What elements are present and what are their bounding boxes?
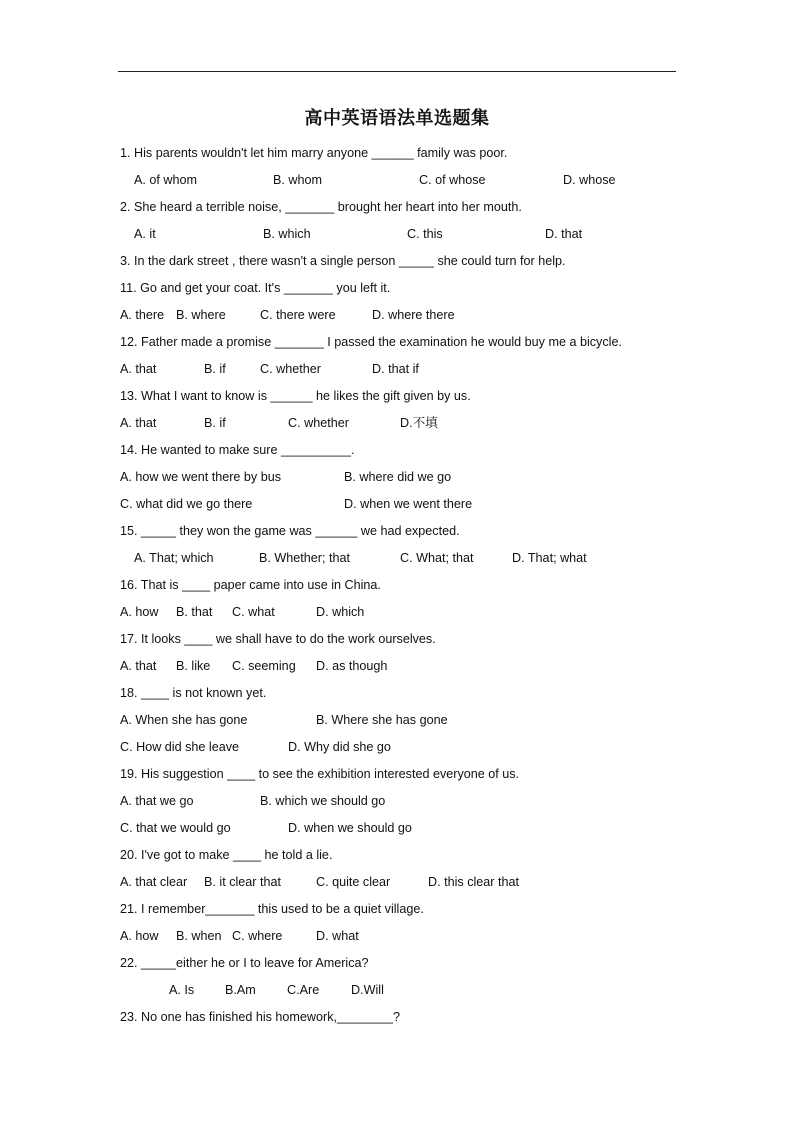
option-item: D. when we went there <box>344 497 473 511</box>
option-item: D. which <box>316 605 365 619</box>
question-text <box>0 575 794 595</box>
option-item: D. That; what <box>512 551 587 565</box>
option-item: D. when we should go <box>288 821 412 835</box>
answer-options <box>0 926 794 946</box>
option-item: D. that <box>545 227 583 241</box>
option-item: B. where <box>176 308 226 322</box>
question-text <box>0 332 794 352</box>
option-item: D. Why did she go <box>288 740 391 754</box>
question-line: 1. His parents wouldn't let him marry anyone ______ family was poor. <box>120 146 508 160</box>
question-line: 17. It looks ____ we shall have to do the work ourselves. <box>120 632 436 646</box>
option-item: A. it <box>134 227 156 241</box>
question-line: 20. I've got to make ____ he told a lie. <box>120 848 333 862</box>
question-line: 23. No one has finished his homework,________? <box>120 1010 401 1024</box>
question-text <box>0 845 794 865</box>
option-item: A. Is <box>169 983 195 997</box>
option-item: C. whether <box>288 416 349 430</box>
option-item: D.不填 <box>400 416 438 430</box>
question-text <box>0 386 794 406</box>
question-text <box>0 683 794 703</box>
option-item: C. quite clear <box>316 875 391 889</box>
answer-options <box>0 413 794 433</box>
option-item: A. that we go <box>120 794 194 808</box>
option-item: C.Are <box>287 983 320 997</box>
answer-options <box>0 710 794 730</box>
option-item: C. where <box>232 929 283 943</box>
answer-options <box>0 467 794 487</box>
answer-options <box>0 872 794 892</box>
option-item: C. whether <box>260 362 321 376</box>
option-item: A. how <box>120 929 159 943</box>
option-item: D. this clear that <box>428 875 519 889</box>
option-item: D. what <box>316 929 359 943</box>
option-item: B. where did we go <box>344 470 452 484</box>
option-item: C. What; that <box>400 551 474 565</box>
question-text <box>0 197 794 217</box>
option-item: C. what <box>232 605 275 619</box>
option-item: B. Where she has gone <box>316 713 448 727</box>
option-item: A. that <box>120 659 157 673</box>
option-item: B. when <box>176 929 222 943</box>
option-item: C. of whose <box>419 173 486 187</box>
option-item: D. as though <box>316 659 388 673</box>
question-line: 2. She heard a terrible noise, _______ brought her heart into her mouth. <box>120 200 522 214</box>
option-item: C. that we would go <box>120 821 231 835</box>
option-item: B. that <box>176 605 213 619</box>
answer-options <box>0 980 794 1000</box>
question-text <box>0 899 794 919</box>
answer-options <box>0 494 794 514</box>
option-item: C. there were <box>260 308 336 322</box>
option-item: B. it clear that <box>204 875 281 889</box>
question-text <box>0 521 794 541</box>
question-text <box>0 440 794 460</box>
option-item: B. which we should go <box>260 794 386 808</box>
question-line: 14. He wanted to make sure __________. <box>120 443 355 457</box>
answer-options <box>0 305 794 325</box>
question-line: 19. His suggestion ____ to see the exhibition interested everyone of us. <box>120 767 520 781</box>
question-line: 3. In the dark street , there wasn't a single person _____ she could turn for help. <box>120 254 566 268</box>
option-item: A. of whom <box>134 173 197 187</box>
question-line: 21. I remember_______ this used to be a quiet village. <box>120 902 424 916</box>
option-item: A. there <box>120 308 165 322</box>
question-text <box>0 1007 794 1027</box>
option-item: A. how <box>120 605 159 619</box>
option-item: B. which <box>263 227 311 241</box>
document-title: 高中英语语法单选题集 <box>304 108 490 129</box>
question-text <box>0 251 794 271</box>
question-text <box>0 143 794 163</box>
option-item: C. what did we go there <box>120 497 253 511</box>
option-item: C. this <box>407 227 443 241</box>
option-item: B. Whether; that <box>259 551 350 565</box>
question-line: 13. What I want to know is ______ he likes the gift given by us. <box>120 389 471 403</box>
question-line: 11. Go and get your coat. It's _______ you left it. <box>120 281 391 295</box>
option-item: C. seeming <box>232 659 296 673</box>
option-item: A. how we went there by bus <box>120 470 282 484</box>
question-line: 22. _____either he or I to leave for America? <box>120 956 369 970</box>
option-item: A. that clear <box>120 875 188 889</box>
option-item: D. that if <box>372 362 419 376</box>
option-item: D.Will <box>351 983 384 997</box>
question-line: 16. That is ____ paper came into use in China. <box>120 578 381 592</box>
option-item: C. How did she leave <box>120 740 240 754</box>
answer-options <box>0 737 794 757</box>
answer-options <box>0 656 794 676</box>
answer-options <box>0 548 794 568</box>
question-text <box>0 953 794 973</box>
option-item: B. if <box>204 362 226 376</box>
option-item: D. where there <box>372 308 455 322</box>
option-item: B.Am <box>225 983 256 997</box>
option-item: B. if <box>204 416 226 430</box>
question-text <box>0 764 794 784</box>
answer-options <box>0 818 794 838</box>
option-item: D. whose <box>563 173 616 187</box>
answer-options <box>0 224 794 244</box>
option-item: B. whom <box>273 173 322 187</box>
option-item: B. like <box>176 659 211 673</box>
header-rule <box>118 71 676 72</box>
option-item: A. that <box>120 362 157 376</box>
question-line: 18. ____ is not known yet. <box>120 686 267 700</box>
question-text <box>0 629 794 649</box>
question-line: 12. Father made a promise _______ I passed the examination he would buy me a bicycle. <box>120 335 622 349</box>
answer-options <box>0 602 794 622</box>
option-item: A. That; which <box>134 551 214 565</box>
answer-options <box>0 170 794 190</box>
option-item: A. When she has gone <box>120 713 248 727</box>
option-item: A. that <box>120 416 157 430</box>
question-line: 15. _____ they won the game was ______ we had expected. <box>120 524 460 538</box>
answer-options <box>0 359 794 379</box>
answer-options <box>0 791 794 811</box>
question-text <box>0 278 794 298</box>
